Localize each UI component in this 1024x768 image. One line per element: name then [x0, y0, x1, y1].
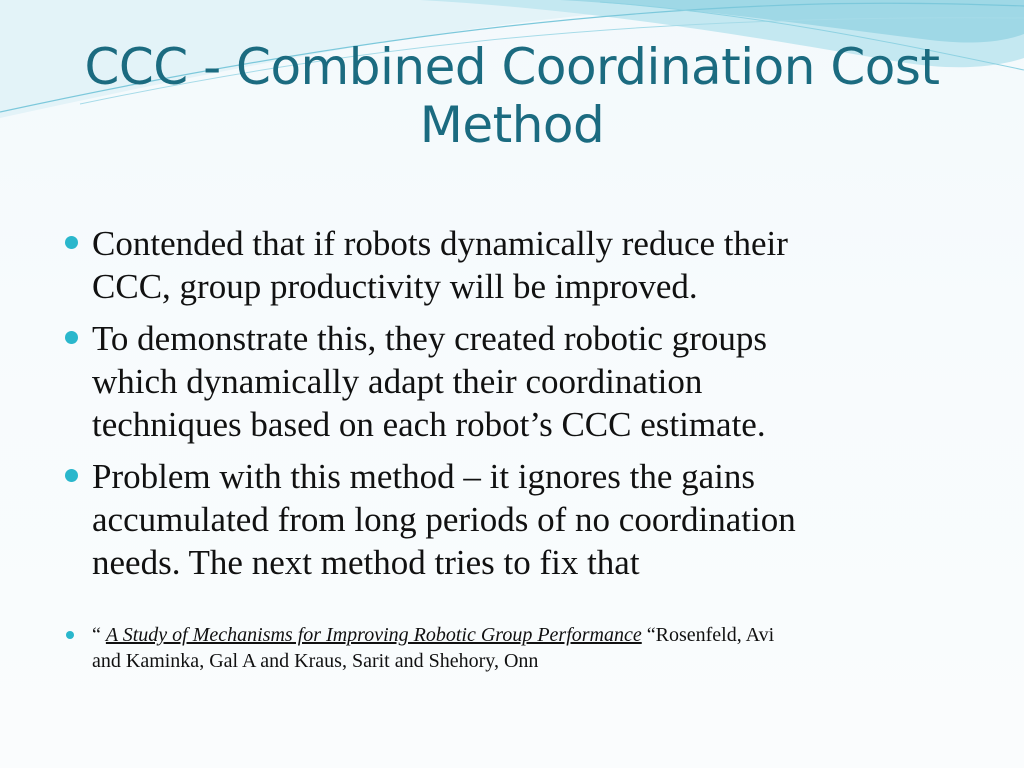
bullet-list — [62, 222, 982, 593]
citation-bullet-dot-icon — [66, 631, 74, 639]
slide-title-line-2: Method — [419, 96, 605, 154]
bullet-dot-icon — [65, 469, 78, 482]
bullet-item — [62, 455, 982, 584]
citation-open-quote: “ — [92, 624, 106, 646]
citation-authors-start: “Rosenfeld, Avi — [641, 624, 775, 646]
bullet-line: needs. The next method tries to fix that — [92, 543, 640, 582]
bullet-item — [62, 222, 982, 308]
bullet-line: CCC, group productivity will be improved. — [92, 267, 698, 306]
bullet-item — [62, 317, 982, 446]
citation — [62, 622, 1012, 674]
bullet-dot-icon — [65, 236, 78, 249]
bullet-line: accumulated from long periods of no coordination — [92, 500, 796, 539]
bullet-line: Contended that if robots dynamically reduce their — [92, 224, 788, 263]
slide-title-line-1: CCC - Combined Coordination Cost — [84, 38, 940, 96]
bullet-line: To demonstrate this, they created robotic groups — [92, 319, 767, 358]
bullet-line: which dynamically adapt their coordination — [92, 362, 703, 401]
bullet-dot-icon — [65, 331, 78, 344]
bullet-line: techniques based on each robot’s CCC estimate. — [92, 405, 766, 444]
citation-title-link[interactable]: A Study of Mechanisms for Improving Robotic Group Performance — [105, 624, 642, 646]
citation-authors-rest: and Kaminka, Gal A and Kraus, Sarit and Shehory, Onn — [92, 650, 539, 672]
bullet-line: Problem with this method – it ignores the gains — [92, 457, 756, 496]
slide-title — [40, 38, 984, 154]
